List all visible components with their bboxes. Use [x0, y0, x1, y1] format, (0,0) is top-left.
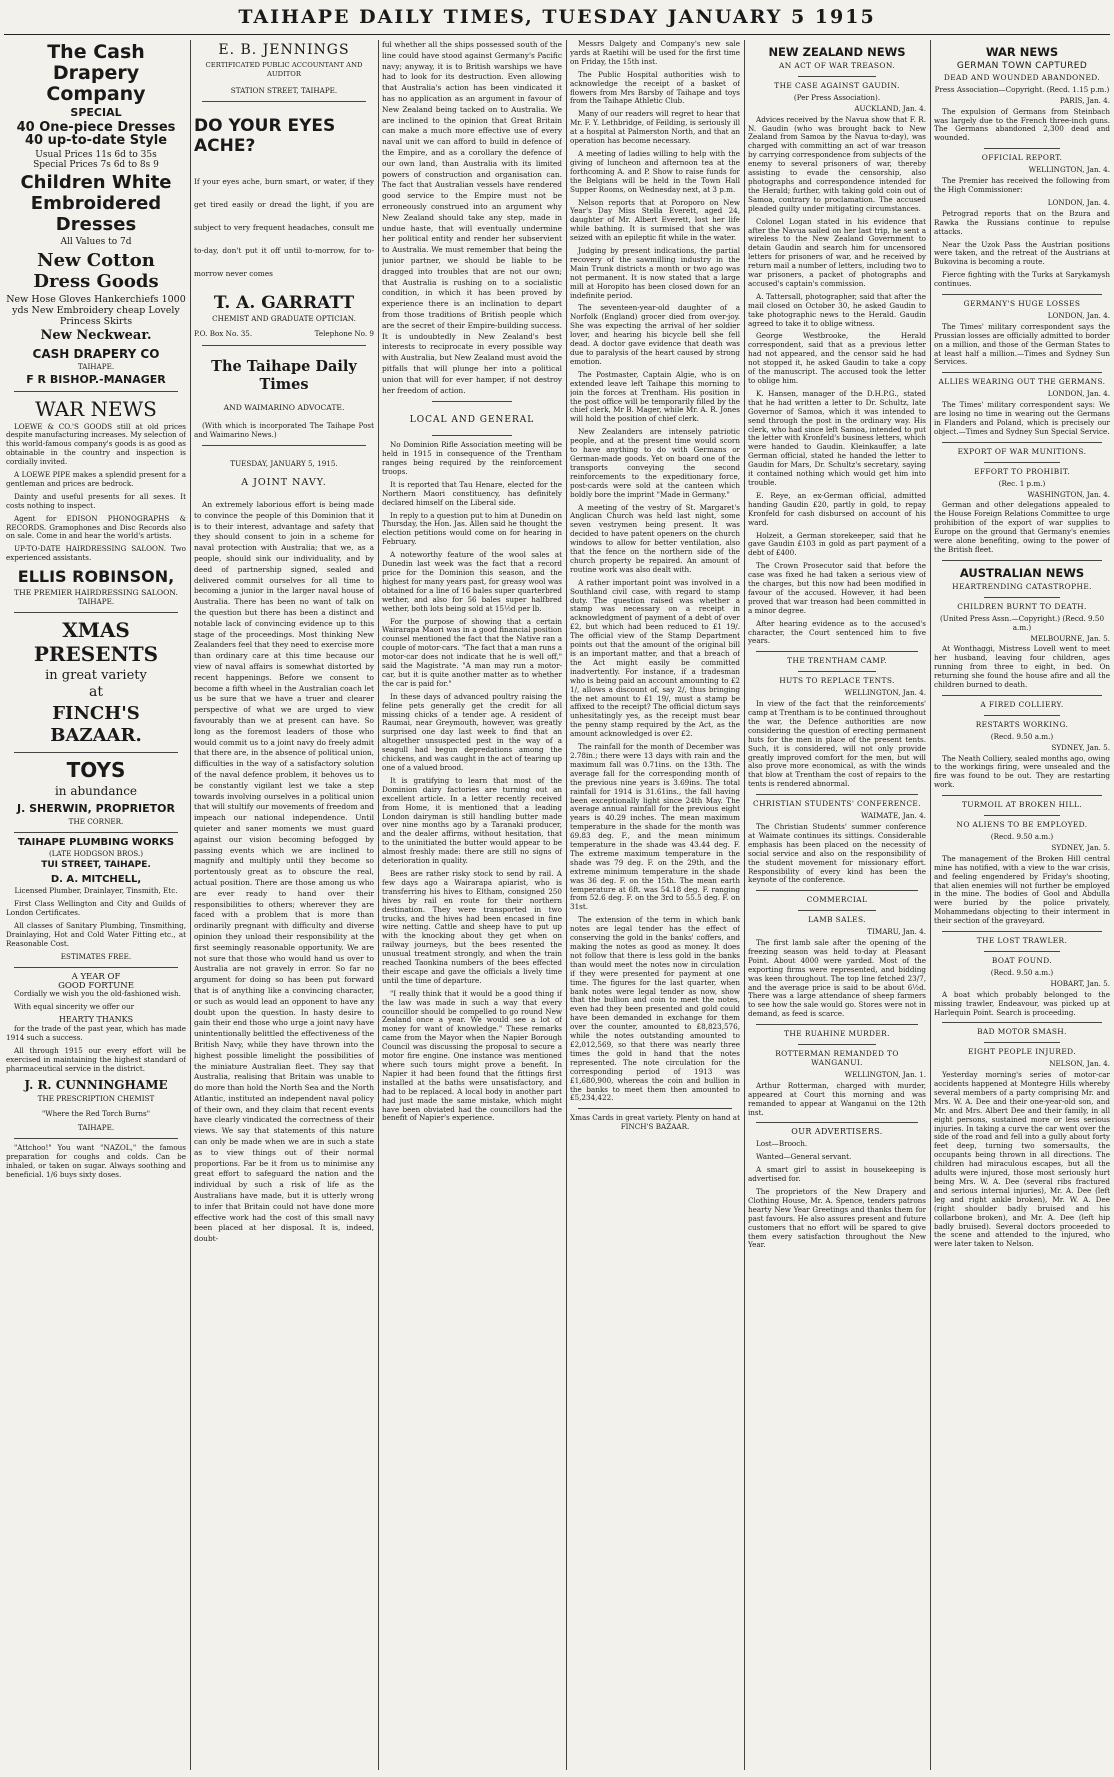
lamb-subhead: LAMB SALES.: [808, 915, 866, 925]
at-label: at: [89, 684, 103, 701]
children-dresses: Children White Embroidered Dresses: [20, 171, 172, 235]
advertisers-subhead: OUR ADVERTISERS.: [791, 1127, 883, 1137]
news-paragraph: Near the Uzok Pass the Austrian positions were taken, and the retreat of the Austrians at Bukovina is becoming a route.: [934, 239, 1110, 267]
local-item: Nelson reports that at Poroporo on New Year's Day Miss Stella Everett, aged 24, daughter of Mr. Albert Everett, lost her life while bathing. It is surmised that she was seized with an epileptic fit while in the water.: [570, 197, 740, 243]
local-general-heading: LOCAL AND GENERAL: [409, 415, 535, 426]
optician-title: CHEMIST AND GRADUATE OPTICIAN.: [212, 313, 356, 323]
dateline: AUCKLAND, Jan. 4.: [854, 103, 926, 113]
column-divider: [744, 40, 745, 1770]
news-paragraph: A. Tattersall, photographer, said that after the mail closed on October 30, he asked Gaudin to take photographic news to the Herald. Gaudin agreed to take it to oblige witness.: [748, 291, 926, 328]
special-label: SPECIAL: [70, 106, 122, 119]
local-item: Bees are rather risky stock to send by rail. A few days ago a Wairarapa apiarist, who is transferring his hives to Eltham, consigned 250 hives by rail en route for their northern destination. They were transported in two trucks, and the hives had been encased in fine wire netting. Cattle and sheep have to put up with the knocking about they get when on railway journeys, but the bees resented the unusual treatment strongly, and when the train reached Taonkina numbers of the bees effected their escape and gave the officials a lively time until the time of departure.: [382, 868, 562, 985]
divider: [984, 715, 1060, 716]
cash-drapery-title: The Cash Drapery Company: [46, 41, 146, 105]
divider: [984, 1042, 1060, 1043]
contact-row: [194, 330, 374, 339]
news-paragraph: Holzeit, a German storekeeper, said that he gave Gaudin £103 in gold as part payment of a debt of £400.: [748, 530, 926, 558]
divider: [942, 294, 1102, 295]
divider: [14, 967, 178, 968]
local-item: In these days of advanced poultry raising the feline pets generally get the credit for all missing chicks of a tender age. A resident of Raumai, near Greymouth, however, was greatly surprised one day last week to find that an altogether unsuspected pest in the way of a seagull had begun depredations among the chickens, and was caught in the act of tearing up one of a valued brood.: [382, 691, 562, 773]
divider: [942, 442, 1102, 443]
war-news-ad-title: WAR NEWS: [35, 396, 157, 421]
dateline: LONDON, Jan. 4.: [1047, 310, 1110, 320]
dateline: HOBART, Jan. 5.: [1050, 978, 1110, 988]
estimates-free: ESTIMATES FREE.: [60, 951, 132, 961]
news-paragraph: A boat which probably belonged to the missing trawler, Endeavour, was picked up at Harlequin Point. Search is proceeding.: [934, 989, 1110, 1017]
dateline: PARIS, Jan. 4.: [1059, 95, 1110, 105]
colliery-subhead: A FIRED COLLIERY.: [980, 699, 1064, 709]
divider: [14, 752, 178, 753]
treason-subhead: AN ACT OF WAR TREASON.: [779, 61, 895, 70]
divider: [202, 345, 366, 346]
received-time: (Recd. 9.50 a.m.): [990, 967, 1054, 977]
taihape-label: TAIHAPE.: [77, 1123, 115, 1133]
divider: [756, 1122, 918, 1123]
australian-news-heading: AUSTRALIAN NEWS: [959, 565, 1085, 580]
local-item: The Public Hospital authorities wish to acknowledge the receipt of a basket of flowers from Mrs Barsby of Taihape and toys from the Taihape Athletic Club.: [570, 69, 740, 106]
divider: [756, 890, 918, 891]
eight-injured-subhead: EIGHT PEOPLE INJURED.: [968, 1047, 1076, 1057]
divider: [984, 597, 1060, 598]
column-divider: [930, 40, 931, 1770]
usual-prices: Usual Prices 11s 6d to 35s: [35, 149, 157, 160]
news-paragraph: Petrograd reports that on the Bzura and Rawka the Russians continue to repulse attacks.: [934, 208, 1110, 236]
local-item: The rainfall for the month of December was 2.78in.; there were 13 days with rain and the maximum fall was 0.71ins. on the 13th. The average fall for the corresponding month of the previous nine years is 3.69ins. The total rainfall for 1914 is 31.61ins., the fall having been exceptionally light since 24th May. The average annual rainfall for the previous eight years is 40.29 inches. The mean maximum temperature in the shade for the month was 69.83 deg. F., and the mean minimum temperature in the shade was 43.44 deg. F. The extreme maximum temperature in the shade was 79 deg. F. on the 29th, and the extreme minimum temperature in the shade was 36 deg. F. on the 15th. The mean earth temperature at 6ft. was 54.18 deg. F. ranging from 52.6 deg. F. on the 3rd to 55.5 deg. F. on 31st.: [570, 742, 740, 912]
news-paragraph: At Wonthaggi, Mistress Lovell went to meet her husband, leaving four children, ages running from three to eight, in bed. On returning she found the house afire and all the children burned to death.: [934, 644, 1110, 690]
christian-subhead: CHRISTIAN STUDENTS' CONFERENCE.: [753, 799, 921, 809]
cotton-goods: New Cotton Dress Goods: [33, 249, 159, 292]
paper-title: The Taihape Daily Times: [211, 357, 357, 393]
incorporated-note: (With which is incorporated The Taihape Post and Waimarino News.): [194, 421, 374, 440]
divider: [798, 671, 876, 672]
loewe-goods: LOEWE & CO.'S GOODS still at old prices despite manufacturing increases. My selection of this world-famous company's goods is as good as obtainable in the country and inspection is cordially invited.: [6, 421, 186, 467]
local-item: It is gratifying to learn that most of the Dominion dairy factories are turning out an excellent article. In a letter recently received from Home, it is mentioned that a leading London dairyman is still handling butter made over nine months ago by a Taranaki producer, and the dealer affirms, without hesitation, that to the uninitiated the butter would appear to be almost freshly made: there are still no signs of deterioration in quality.: [382, 775, 562, 866]
hodgson-bros: (LATE HODGSON BROS.): [48, 849, 144, 859]
munitions-subhead: EXPORT OF WAR MUNITIONS.: [957, 446, 1087, 456]
news-paragraph: Fierce fighting with the Turks at Sarykamysh continues.: [934, 270, 1110, 289]
local-item: A noteworthy feature of the wool sales at Dunedin last week was the fact that a record price for the Dominion this season, and the highest for many years past, for greasy wool was obtained for a line of 16 bales super quarterbred wether, and also for 56 bales super halfbred wether, both lots being sold at 15½d per lb.: [382, 550, 562, 613]
dead-wounded-subhead: DEAD AND WOUNDED ABANDONED.: [943, 72, 1101, 82]
local-item: New Zealanders are intensely patriotic people, and at the present time would scorn to have anything to do with Germans or German-made goods. Yet on board one of the transports conveying the second reinforcements to the expeditionary force, post-cards were sold at the canteen which boldly bore the imprint "Made in Germany.": [570, 427, 740, 499]
news-paragraph: The management of the Broken Hill central mine has notified, with a view to the war crisis, and feeling engendered by Friday's shooting, that alien enemies will not further be employed in the mine. The bodies of Gool and Abdulla were buried by the police privately, Mohammedans objecting to their interment in their section of the graveyard.: [934, 853, 1110, 926]
german-town-subhead: GERMAN TOWN CAPTURED: [956, 61, 1088, 71]
mitchell-name: D. A. MITCHELL,: [50, 873, 142, 885]
taihape-label: TAIHAPE.: [77, 597, 115, 607]
notice-line: A smart girl to assist in housekeeping is advertised for.: [748, 1165, 926, 1184]
divider: [14, 612, 178, 613]
hearty-thanks: HEARTY THANKS: [58, 1015, 134, 1025]
finchs-bazaar: FINCH'S BAZAAR.: [50, 703, 142, 747]
premier-saloon: THE PREMIER HAIRDRESSING SALOON.: [14, 588, 178, 598]
equal-sincerity: With equal sincerity we offer our: [14, 1002, 135, 1012]
news-paragraph: The Times' military correspondent says: We are losing no time in wearing out the Germans in Flanders and Poland, which is precisely our object.—Times and Sydney Sun Special Service.: [934, 400, 1110, 436]
divider: [14, 1138, 178, 1139]
masthead: TAIHAPE DAILY TIMES, TUESDAY JANUARY 5 1915: [238, 6, 876, 28]
certificates: First Class Wellington and City and Guilds of London Certificates.: [6, 899, 186, 918]
dresses-offer: 40 One-piece Dresses 40 up-to-date Style: [16, 119, 176, 149]
news-paragraph: The Christian Students' summer conference at Waimate continues its sittings. Considerable emphasis has been placed on the necessity of social service and also on the responsibility of the student movement for missionary effort. Responsibility of every kind has been the keynote of the conference.: [748, 821, 926, 885]
masthead-rule: [4, 34, 1110, 35]
press-copyright: Press Association—Copyright. (Recd. 1.15 p.m.): [934, 84, 1110, 94]
column-local-continued: [570, 40, 740, 1770]
xmas-cards-ad: Xmas Cards in great variety. Plenty on hand at FINCH'S BAZAAR.: [570, 1113, 740, 1132]
divider: [432, 435, 512, 436]
column-war-news: [934, 40, 1110, 1770]
divider: [432, 401, 512, 402]
dateline: TIMARU, Jan. 4.: [867, 927, 926, 937]
waimarino-advocate: AND WAIMARINO ADVOCATE.: [223, 402, 345, 412]
news-paragraph: The first lamb sale after the opening of the freezing season was held to-day at Pleasant Point. About 4000 were yarded. Most of the exporting firms were represented, and bidding was keen throughout. The top line fetched 23/7, and the average price is said to be about 6½d. There was a large attendance of sheep farmers to see how the sale would go. Stores were not in demand, as feed is scarce.: [748, 938, 926, 1019]
garratt-name: T. A. GARRATT: [213, 292, 355, 313]
allies-subhead: ALLIES WEARING OUT THE GERMANS.: [938, 377, 1106, 387]
dateline: WELLINGTON, Jan. 1.: [844, 1069, 926, 1079]
column-divider: [378, 40, 379, 1770]
sherwin-proprietor: J. SHERWIN, PROPRIETOR: [16, 802, 175, 816]
notice-line: Wanted—General servant.: [756, 1152, 852, 1162]
plumbing-classes: All classes of Sanitary Plumbing, Tinsmithing, Drainlaying, Hot and Cold Water Fitting etc., at Reasonable Cost.: [6, 920, 186, 948]
abundance-label: in abundance: [54, 784, 138, 799]
press-association: (Per Press Association).: [793, 92, 881, 102]
local-item: For the purpose of showing that a certain Wairarapa Maori was in a good financial position counsel mentioned the fact that the Native ran a couple of motor-cars. "The fact that a man runs a motor-car does not indicate that he is well off," said the Magistrate. "A man may run a motor-car, but it is quite another matter as to whether the car is paid for.": [382, 616, 562, 688]
licensed-plumber: Licensed Plumber, Drainlayer, Tinsmith, Etc.: [14, 886, 178, 896]
news-paragraph: German and other delegations appealed to the House Foreign Relations Committee to urge prohibition of the export of war supplies to Europe on the ground that Germany's enemies were alone benefiting, owing to the power of the British fleet.: [934, 500, 1110, 554]
received-time: (Rec. 1 p.m.): [998, 478, 1046, 488]
local-item: In reply to a question put to him at Dunedin on Thursday, the Hon. Jas. Allen said he thought the election petitions would come on for hearing in February.: [382, 510, 562, 547]
huts-subhead: HUTS TO REPLACE TENTS.: [779, 676, 895, 686]
local-item: The seventeen-year-old daughter of a Norfolk (England) grocer died from over-joy. She was expecting the arrival of her soldier lover, and hearing his bicycle bell she fell dead. A doctor gave evidence that death was due to paralysis of the heart caused by strong emotion.: [570, 303, 740, 366]
trentham-subhead: THE TRENTHAM CAMP.: [787, 656, 887, 666]
news-paragraph: The Neath Colliery, sealed months ago, owing to the workings firing, were unsealed and the fire was found to be out. They are restarting work.: [934, 753, 1110, 790]
station-street: STATION STREET, TAIHAPE.: [230, 85, 338, 95]
catastrophe-subhead: HEARTRENDING CATASTROPHE.: [952, 581, 1092, 591]
divider: [14, 832, 178, 833]
ruahine-subhead: THE RUAHINE MURDER.: [784, 1029, 890, 1039]
toys-title: TOYS: [66, 758, 126, 783]
column-nz-news: [748, 40, 926, 1770]
divider: [756, 1024, 918, 1025]
local-item: A rather important point was involved in a Southland civil case, with regard to stamp duty. The question raised was whether a stamp was necessary on a receipt in acknowledgment of payment of a debt of over £2, but which had been reduced to £1 19/. The official view of the Stamp Department points out that the amount of the original bill is an important matter, and that a breach of the Act might easily be committed inadvertently. For instance, if a tradesman who is being paid an account amounting to £2 1/, allows a discount of, say 2/, thus bringing the net amount to £1 19/, must a stamp be affixed to the receipt? The official dictum says unhesitatingly yes, as the receipt must bear the penny stamp required by the Act, as the amount acknowledged is over £2.: [570, 577, 740, 739]
joint-navy-body: An extremely laborious effort is being made to convince the people of this Dominion that it is to their interest, advantage and safety that they should consent to join in a scheme for naval protection with Australia; that we, as a people, should sink our individuality, and by deed of partnership signed, sealed and delivered commit ourselves for all time to becoming a junior in the larger naval house of Australia. There has been no want of talk on the question but there has been a distinct and notable lack of convincing evidence up to this stage of the proceedings. Most thinking New Zealanders feel that they need to exercise more than ordinary care at this time because our view of naval affairs is somewhat distorted by recent happenings. Before we consent to become a fifth wheel in the Australian coach let us be sure that we have a truer and clearer perspective of what we are urged to view favourably than we at present can have. So long as the foremost leaders of those who would commit us to a joint navy do freely admit that there are, in the absence of political union, difficulties in the way of a satisfactory solution of the naval defence problem, it behoves us to be constantly vigilant lest we take a step towards involving ourselves in a political union that will stultify our movements of freedom and impeach our national independence. Until quieter and saner moments we must guard against our vision becoming befogged by passing events which we are inclined to magnify and multiply until they become so portentously great as to obscure the real, actual position. There are those among us who are ever ready to hand over their responsibilities to others; wherever they are faced with a problem that is more than ordinarily pregnant with difficulty and diverse opinion they unload their responsibility at the first seemingly reasonable opportunity. We are not sure that those who would hand us over to Australia are not gravely in error. So far no argument for doing so has been put forward that is of anything like a convincing character, or such as would lead an opponent to have any doubt upon the question. In hasty desire to gain their end those who urge a joint navy have unintentionally belittled the effectiveness of the British Navy, while they have thrown into the highest possible limelight the possibilities of the miniature Australian fleet. They say that Australia, realising that Britain was unable to do more than hold the North Sea and the North Atlantic, instituted an independent naval policy of their own, and they claim that recent events have clearly vindicated the correctness of their views. We say that statements of this nature can only be made when we are in such a state as to view things out of their normal proportions. Far be it from us to minimise any great effort to safeguard the nation and the individual by such a risk of life as the Australians have made, but it is utterly wrong to infer that Britain could not have done more effective work had the cost of this small navy been placed at her disposal. It is, indeed, doubt-: [194, 500, 374, 1244]
dainty-presents: Dainty and useful presents for all sexes. It costs nothing to inspect.: [6, 491, 186, 510]
special-prices: Special Prices 7s 6d to 8s 9: [33, 159, 159, 170]
dateline: WELLINGTON, Jan. 4.: [1028, 165, 1110, 175]
loewe-pipe: A LOEWE PIPE makes a splendid present for a gentleman and prices are bedrock.: [6, 470, 186, 488]
prescription-chemist: THE PRESCRIPTION CHEMIST: [37, 1093, 155, 1103]
good-fortune: GOOD FORTUNE: [58, 980, 134, 991]
divider: [578, 1108, 732, 1109]
divider: [942, 795, 1102, 796]
news-paragraph: The Crown Prosecutor said that before the case was fixed he had taken a serious view of the charges, but this now had been modified in favour of the accused. However, it had been proved that war treason had been committed in a minor degree.: [748, 561, 926, 615]
dateline: WELLINGTON, Jan. 4.: [844, 688, 926, 698]
news-paragraph: The Premier has received the following from the High Commissioner:: [934, 176, 1110, 194]
motor-smash-subhead: BAD MOTOR SMASH.: [977, 1027, 1067, 1037]
divider: [942, 931, 1102, 932]
dateline: SYDNEY, Jan. 5.: [1051, 842, 1110, 852]
news-paragraph: Colonel Logan stated in his evidence that after the Navua sailed on her last trip, he sent a wireless to the New Zealand Government to detain Gaudin and search him for uncensored letters for prisoners of war, and he received by return mail a number of letters, including two to war prisoners, a packet of photographs and accused's captain's commission.: [748, 216, 926, 288]
news-paragraph: Yesterday morning's series of motor-car accidents happened at Montegre Hills whereby several members of a party comprising Mr. and Mrs. W. A. Dee and their one-year-old son, and Mr. and Mrs. Albert Dee and their family, in all eight persons, sustained more or less serious injuries. In taking a curve the car went over the side of the road and fell into a gully about forty feet deep, turning two somersaults, the occupants being thrown in all directions. The children had miraculous escapes, but all the adults were injured, those most seriously hurt being Mrs. W. A. Dee (several ribs fractured and serious internal injuries), Mr. A. Dee (left leg and right ankle broken), Mr. W. A. Dee (right shoulder badly bruised and his collarbone broken), and Mr. A. Dee (left hip badly bruised). Several doctors proceeded to the scene and attended to the injured, who were later taken to Nelson.: [934, 1070, 1110, 1249]
ellis-robinson: ELLIS ROBINSON,: [17, 567, 175, 587]
divider: [984, 815, 1060, 816]
news-paragraph: George Westbrooke, the Herald correspondent, said that as a previous letter had not appeared, and the censor said he had not stopped it, he asked Gaudin to take a copy of the manuscript. The accused took the letter to oblige him.: [748, 331, 926, 385]
dateline: NELSON, Jan. 4.: [1049, 1059, 1110, 1069]
divider: [942, 560, 1102, 561]
war-news-heading: WAR NEWS: [985, 45, 1059, 59]
jennings-name: E. B. JENNINGS: [218, 42, 350, 58]
local-item: Messrs Dalgety and Company's new sale yards at Raetihi will be used for the first time on Friday, the 15th inst.: [570, 40, 740, 66]
dateline: WASHINGTON, Jan. 4.: [1027, 489, 1110, 499]
xmas-presents: XMAS PRESENTS: [33, 618, 159, 667]
news-paragraph: The Times' military correspondent says the Prussian losses are officially admitted to border on a million, and those of the German States to at least half a million.—Times and Sydney Sun Services.: [934, 321, 1110, 367]
divider: [14, 391, 178, 392]
neckwear: New Neckwear.: [40, 327, 152, 343]
local-item: Judging by present indications, the partial recovery of the sawmilling industry in the Main Trunk districts a month or two ago was not permanent. It is now stated that a large mill at Horopito has been closed down for an indefinite period.: [570, 246, 740, 300]
dateline: WAIMATE, Jan. 4.: [860, 811, 926, 821]
through-1915: All through 1915 our every effort will be exercised in maintaining the highest standard of pharmaceutical service in the district.: [6, 1045, 186, 1073]
column-advertisements: [6, 40, 186, 1770]
divider: [942, 695, 1102, 696]
great-variety: in great variety: [45, 668, 147, 684]
local-item: The extension of the term in which bank notes are legal tender has the effect of conserving the gold in the banks' coffers, and making the notes as good as money. It does not follow that there is less gold in the banks than would meet the notes now in circulation if they were presented for payment at one time. The figures for the last quarter, when bank notes were legal tender as now, show that the bullion and coin to meet the notes, even had they been presented and gold could have been demanded in exchange for them over the counter, amounted to £8,823,576, while the notes outstanding amounted to £2,012,569, so that there was nearly three times the gold in hand that the notes represented. The note circulation for the corresponding period of 1913 was £1,680,900, whereas the coin and bullion in the banks to meet them then amounted to £5,234,422.: [570, 915, 740, 1103]
divider: [202, 445, 366, 446]
received-time: (Recd. 9.50 a.m.): [990, 832, 1054, 841]
prohibit-subhead: EFFORT TO PROHIBIT.: [974, 466, 1070, 476]
hairdressing-saloon: UP-TO-DATE HAIRDRESSING SALOON. Two experienced assistants.: [6, 544, 186, 563]
divider: [942, 1022, 1102, 1023]
divider: [798, 76, 876, 77]
divider: [798, 910, 876, 911]
united-press: (United Press Assn.—Copyright.) (Recd. 9.50 a.m.): [939, 613, 1105, 632]
corner-label: THE CORNER.: [68, 817, 124, 827]
column-local: [382, 40, 562, 1770]
trade-thanks: for the trade of the past year, which has made 1914 such a success.: [6, 1024, 186, 1043]
local-item: Many of our readers will regret to hear that Mr. F. Y. Lethbridge, of Feilding, is seriously ill at a hospital at Palmerston North, and that an operation has become necessary.: [570, 109, 740, 146]
dateline: SYDNEY, Jan. 5.: [1051, 742, 1110, 752]
year-of: A YEAR OF: [71, 971, 121, 982]
divider: [798, 1044, 876, 1045]
local-item: No Dominion Rifle Association meeting will be held in 1915 in consequence of the Trentham ranges being required by the reinforcement troops.: [382, 440, 562, 476]
eyes-ache-body: If your eyes ache, burn smart, or water, if they get tired easily or dread the light, if you are subject to very frequent headaches, consult me to-day, don't put it off until to-morrow, for to-morrow never comes: [194, 176, 374, 278]
local-item: "I really think that it would be a good thing if the law was made in such a way that every councillor should be compelled to go round New Zealand once a year. We would see a lot of money for want of knowledge." These remarks came from the Mayor when the Napier Borough Council was discussing the proposal to secure a motor fire engine. One instance was mentioned where such tours might prove a benefit. In Napier it had been found that the fittings first installed at the baths were unsatisfactory, and had to be replaced. A local body in another part had just made the same mistake, which might have been obviated had the councillors had the benefit of Napier's experience.: [382, 988, 562, 1123]
children-burnt-subhead: CHILDREN BURNT TO DEATH.: [957, 601, 1087, 611]
edison-agent: Agent for EDISON PHONOGRAPHS & RECORDS. Gramophones and Disc Records also on sale. Come in and hear the world's artists.: [6, 513, 186, 541]
tui-street: TUI STREET, TAIHAPE.: [41, 860, 151, 871]
divider: [942, 372, 1102, 373]
divider: [984, 148, 1060, 149]
news-paragraph: The expulsion of Germans from Steinbach was largely due to the French three-inch guns. The Germans abandoned 2,300 dead and wounded.: [934, 106, 1110, 143]
gloves-line: New Hose Gloves Hankerchiefs 1000 yds New Embroidery cheap Lovely Princess Skirts: [6, 293, 186, 327]
values-line: All Values to 7d: [60, 236, 132, 247]
issue-date: TUESDAY, JANUARY 5, 1915.: [230, 459, 338, 469]
red-torch: "Where the Red Torch Burns": [41, 1108, 151, 1118]
dateline: MELBOURNE, Jan. 5.: [1030, 633, 1110, 643]
news-paragraph: E. Reye, an ex-German official, admitted handing Gaudin £20, partly in gold, to repay Kronfeld for cash disbursed on account of his ward.: [748, 490, 926, 527]
divider: [202, 101, 366, 102]
trawler-subhead: THE LOST TRAWLER.: [976, 936, 1068, 946]
news-paragraph: Advices received by the Navua show that F. R. N. Gaudin (who was brought back to New Zealand from Samoa by the Navua to-day), was charged with committing an act of war treason by carrying correspondence from subjects of the enemy to several prisoners of war, thereby assisting to evade the censorship, also photographs and correspondence intended for the Herald; further, with taking gold coin out of Samoa, contrary to proclamation. The accused pleaded guilty under mitigating circumstances.: [748, 114, 926, 213]
cordially-wish: Cordially we wish you the old-fashioned wish.: [14, 989, 181, 999]
news-paragraph: After hearing evidence as to the accused's character, the Court sentenced him to five years.: [748, 618, 926, 646]
nazol-ad: "Attchoo!" You want "NAZOL," the famous preparation for coughs and colds. Can be inhaled, or taken on sugar. Always soothing and beneficial. 1/6 buys sixty doses.: [6, 1143, 186, 1180]
local-item: A meeting of ladies willing to help with the giving of luncheon and afternoon tea at the forthcoming A. and P. Show to raise funds for the Belgians will be held in the Town Hall Supper Rooms, on Wednesday next, at 3 p.m.: [570, 148, 740, 194]
column-divider: [190, 40, 191, 1770]
accountant-title: CERTIFICATED PUBLIC ACCOUNTANT AND AUDITOR: [205, 61, 363, 78]
rotterman-subhead: ROTTERMAN REMANDED TO WANGANUI.: [775, 1049, 899, 1067]
official-report-subhead: OFFICIAL REPORT.: [981, 153, 1063, 163]
news-paragraph: K. Hansen, manager of the D.H.P.G., stated that he had written a letter to Dr. Schultz, late Governor of Samoa, which it was intended to send through the post in the ordinary way. His clerk, who had since left Samoa, intended to put the letter with Kronfeld's business letters, which were handed to Gaudin. Kleinkauffer, a late German official, stated he handed the letter to Gaudin for Mars, Dr. Schultz's secretary, saying it contained nothing which would get him into trouble.: [748, 388, 926, 487]
news-paragraph: In view of the fact that the reinforcements' camp at Trentham is to be continued throughout the war, the Defence authorities are now considering the question of erecting permanent huts for the men in place of the present tents. Such, it is considered, will not only provide greatly improved comfort for the men, but will also prove more economical, as with the winds that blow at Trentham the cost of repairs to the tents is rendered abnormal.: [748, 699, 926, 789]
divider: [984, 462, 1060, 463]
dateline: LONDON, Jan. 4.: [1047, 389, 1110, 399]
cash-drapery-co: CASH DRAPERY CO: [32, 347, 160, 362]
boat-found-subhead: BOAT FOUND.: [991, 955, 1053, 965]
joint-navy-heading: A JOINT NAVY.: [241, 477, 327, 489]
joint-navy-continued: ful whether all the ships possessed south of the line could have stood against Germany's Pacific navy; anyway, it is to British warships we have had to look for its destruction. Even allowing that Australia's action has been vindicated it has no application as an argument in favour of New Zealand being tacked on to Australia. We are inclined to the opinion that Great Britain can make a much more effective use of every naval unit we can afford to build in defence of the Empire, and as a corollary the defence of our own land, than Australia with its limited powers of construction and organisation can. The fact that Australian vessels have rendered good service to the Empire must not be erroneously construed into an argument why New Zealand should take any step, made in undue haste, that will eventually undermine her political entity and render her subservient to Australia. We must remember that being the junior partner, we should be liable to be dragged into troubles that are not our own; that Australia is rushing on to a socialistic condition, in which it has been proved by experience there is an inclination to depart from those traditions of British people which are the secret of their Empire-building success. It is undoubtedly in New Zealand's best interests to reciprocate in every possible way with Australia, but New Zealand must avoid the pitfalls that will plunge her into a political union that will for ever hamper, if not destroy her freedom of action.: [382, 40, 562, 395]
telephone-number: Telephone No. 9: [314, 328, 374, 338]
divider: [756, 651, 918, 652]
commercial-subhead: COMMERCIAL: [806, 895, 868, 905]
local-item: A meeting of the vestry of St. Margaret's Anglican Church was held last night, some seven vestrymen being present. It was decided to have patent openers on the church windows to allow for better ventilation, also that the fence on the northern side of the church property be repaired. An amount of routine work was also dealt with.: [570, 502, 740, 574]
po-box: P.O. Box No. 35.: [194, 328, 253, 338]
column-editorial: [194, 40, 374, 1770]
column-divider: [566, 40, 567, 1770]
nz-news-heading: NEW ZEALAND NEWS: [768, 45, 906, 59]
turmoil-subhead: TURMOIL AT BROKEN HILL.: [961, 800, 1083, 810]
notice-line: The proprietors of the New Drapery and Clothing House, Mr. A. Spence, tenders patrons hearty New Year Greetings and thanks them for past favours. He also assures present and future customers that no effort will be spared to give them every satisfaction throughout the New Year.: [748, 1186, 926, 1250]
news-paragraph: Arthur Rotterman, charged with murder, appeared at Court this morning and was remanded to appear at Wanganui on the 12th inst.: [748, 1080, 926, 1117]
taihape-label: TAIHAPE.: [77, 362, 115, 372]
divider: [984, 951, 1060, 952]
eyes-ache-heading: DO YOUR EYES ACHE?: [194, 115, 336, 156]
aliens-subhead: NO ALIENS TO BE EMPLOYED.: [956, 820, 1088, 830]
huge-losses-subhead: GERMANY'S HUGE LOSSES: [963, 299, 1081, 309]
cunninghame-name: J. R. CUNNINGHAME: [24, 1077, 168, 1092]
dateline: LONDON, Jan. 4.: [1047, 197, 1110, 207]
gaudin-subhead: THE CASE AGAINST GAUDIN.: [774, 80, 900, 90]
notice-line: Lost—Brooch.: [756, 1139, 808, 1149]
local-item: It is reported that Tau Henare, elected for the Northern Maori constituency, has definitely declared himself on the Liberal side.: [382, 479, 562, 507]
local-item: The Postmaster, Captain Algie, who is on extended leave left Taihape this morning to join the forces at Trentham. His position in the post office will be temporarily filled by the chief clerk, Mr B. Mager, while Mr. A. R. Jones will hold the position of chief clerk.: [570, 369, 740, 424]
received-time: (Recd. 9.50 a.m.): [990, 731, 1054, 741]
restarts-subhead: RESTARTS WORKING.: [975, 719, 1069, 729]
divider: [756, 794, 918, 795]
plumbing-works: TAIHAPE PLUMBING WORKS: [17, 836, 175, 848]
manager-line: F R BISHOP.-MANAGER: [26, 372, 166, 386]
